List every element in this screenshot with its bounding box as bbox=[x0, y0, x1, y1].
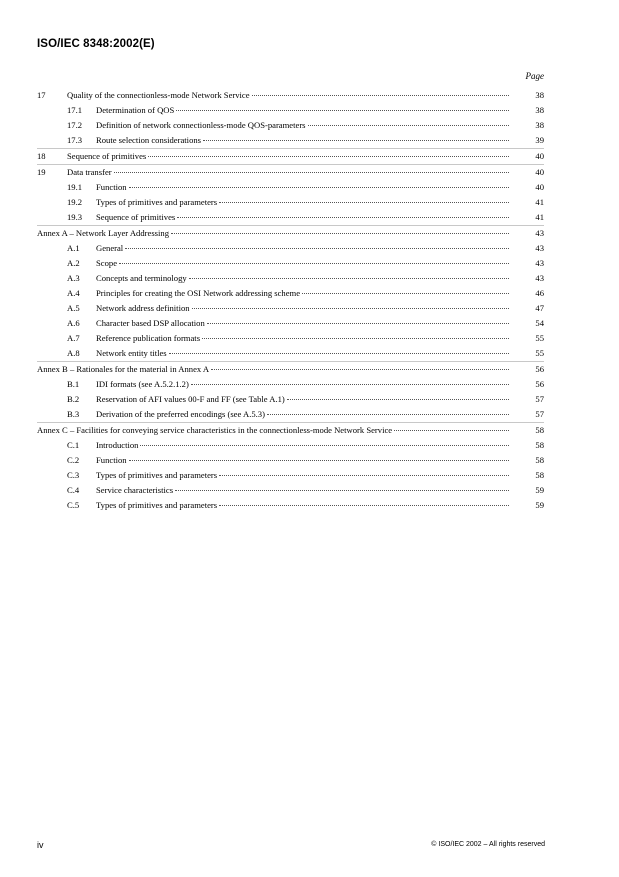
toc-dot-leader bbox=[119, 263, 509, 264]
toc-subentry[interactable] bbox=[37, 316, 544, 331]
toc-entry-title: Types of primitives and parameters bbox=[96, 197, 218, 207]
toc-dot-leader bbox=[219, 505, 509, 506]
toc-entry-title: IDI formats (see A.5.2.1.2) bbox=[96, 379, 189, 389]
toc-subentry[interactable] bbox=[37, 241, 544, 256]
toc-entry-title: Function bbox=[96, 182, 127, 192]
toc-entry-title: Service characteristics bbox=[96, 485, 174, 495]
toc-subentry[interactable] bbox=[37, 331, 544, 346]
toc-entry[interactable] bbox=[37, 88, 544, 103]
toc-entry-title: Sequence of primitives bbox=[67, 151, 147, 161]
toc-dot-leader bbox=[219, 475, 509, 476]
toc-entry-number: 19.3 bbox=[67, 212, 83, 222]
toc-entry-title: General bbox=[96, 243, 124, 253]
toc-entry-title: Annex C – Facilities for conveying service characteristics in the connectionless-mode Network Service bbox=[37, 425, 393, 435]
toc-entry-number: A.2 bbox=[67, 258, 80, 268]
toc-dot-leader bbox=[189, 278, 509, 279]
document-header-title: ISO/IEC 8348:2002(E) bbox=[37, 38, 155, 50]
toc-entry-title: Sequence of primitives bbox=[96, 212, 176, 222]
toc-entry-number: C.2 bbox=[67, 455, 80, 465]
toc-dot-leader bbox=[302, 293, 509, 294]
toc-entry-number: 19 bbox=[37, 167, 46, 177]
toc-dot-leader bbox=[114, 172, 509, 173]
toc-entry-title: Reference publication formats bbox=[96, 333, 201, 343]
toc-entry-page-number: 57 bbox=[535, 394, 544, 404]
toc-subentry[interactable] bbox=[37, 346, 544, 361]
toc-entry[interactable] bbox=[37, 423, 544, 438]
toc-subentry[interactable] bbox=[37, 438, 544, 453]
toc-subentry[interactable] bbox=[37, 271, 544, 286]
toc-entry-page-number: 38 bbox=[535, 120, 544, 130]
toc-entry-page-number: 58 bbox=[535, 470, 544, 480]
toc-entry-number: 17.1 bbox=[67, 105, 83, 115]
toc-entry-page-number: 55 bbox=[535, 333, 544, 343]
toc-entry-number: 17.2 bbox=[67, 120, 83, 130]
toc-entry-page-number: 43 bbox=[535, 243, 544, 253]
toc-entry-page-number: 38 bbox=[535, 90, 544, 100]
toc-entry-title: Types of primitives and parameters bbox=[96, 470, 218, 480]
toc-entry-title: Reservation of AFI values 00-F and FF (see Table A.1) bbox=[96, 394, 285, 404]
toc-entry-page-number: 40 bbox=[535, 151, 544, 161]
toc-entry-page-number: 56 bbox=[535, 379, 544, 389]
toc-entry-title: Types of primitives and parameters bbox=[96, 500, 218, 510]
toc-entry-title: Definition of network connectionless-mode QOS-parameters bbox=[96, 120, 306, 130]
toc-dot-leader bbox=[148, 156, 509, 157]
toc-entry-number: A.4 bbox=[67, 288, 80, 298]
toc-entry-page-number: 39 bbox=[535, 135, 544, 145]
toc-dot-leader bbox=[252, 95, 509, 96]
toc-entry-page-number: 58 bbox=[535, 425, 544, 435]
toc-entry-page-number: 41 bbox=[535, 212, 544, 222]
toc-entry-page-number: 54 bbox=[535, 318, 544, 328]
toc-entry-page-number: 40 bbox=[535, 182, 544, 192]
toc-entry[interactable] bbox=[37, 149, 544, 164]
toc-dot-leader bbox=[219, 202, 509, 203]
toc-entry-page-number: 38 bbox=[535, 105, 544, 115]
toc-entry-number: 19.2 bbox=[67, 197, 83, 207]
toc-entry-title: Network entity titles bbox=[96, 348, 167, 358]
toc-dot-leader bbox=[177, 217, 509, 218]
toc-subentry[interactable] bbox=[37, 133, 544, 148]
toc-entry-number: B.1 bbox=[67, 379, 80, 389]
toc-dot-leader bbox=[176, 110, 509, 111]
toc-entry-number: B.3 bbox=[67, 409, 80, 419]
toc-entry-number: A.1 bbox=[67, 243, 80, 253]
toc-entry-page-number: 46 bbox=[535, 288, 544, 298]
toc-entry-title: Determination of QOS bbox=[96, 105, 175, 115]
toc-entry-title: Introduction bbox=[96, 440, 139, 450]
toc-entry-title: Data transfer bbox=[67, 167, 112, 177]
toc-subentry[interactable] bbox=[37, 210, 544, 225]
toc-subentry[interactable] bbox=[37, 498, 544, 513]
toc-dot-leader bbox=[191, 384, 509, 385]
toc-entry-page-number: 59 bbox=[535, 500, 544, 510]
toc-entry[interactable] bbox=[37, 226, 544, 241]
toc-dot-leader bbox=[202, 338, 509, 339]
toc-entry-title: Character based DSP allocation bbox=[96, 318, 205, 328]
toc-entry-page-number: 43 bbox=[535, 258, 544, 268]
toc-entry-title: Principles for creating the OSI Network addressing scheme bbox=[96, 288, 301, 298]
toc-entry-title: Route selection considerations bbox=[96, 135, 202, 145]
toc-entry-number: 17.3 bbox=[67, 135, 83, 145]
toc-entry-page-number: 40 bbox=[535, 167, 544, 177]
toc-entry-number: A.6 bbox=[67, 318, 80, 328]
toc-entry[interactable] bbox=[37, 362, 544, 377]
toc-entry-page-number: 43 bbox=[535, 273, 544, 283]
toc-dot-leader bbox=[308, 125, 509, 126]
toc-dot-leader bbox=[129, 460, 509, 461]
toc-subentry[interactable] bbox=[37, 392, 544, 407]
toc-entry-title: Derivation of the preferred encodings (see A.5.3) bbox=[96, 409, 265, 419]
toc-dot-leader bbox=[140, 445, 509, 446]
toc-subentry[interactable] bbox=[37, 468, 544, 483]
toc-dot-leader bbox=[394, 430, 509, 431]
toc-dot-leader bbox=[169, 353, 509, 354]
toc-dot-leader bbox=[287, 399, 509, 400]
toc-entry-page-number: 55 bbox=[535, 348, 544, 358]
toc-entry-page-number: 41 bbox=[535, 197, 544, 207]
toc-entry-number: C.5 bbox=[67, 500, 80, 510]
toc-entry-number: C.4 bbox=[67, 485, 80, 495]
toc-entry-number: C.1 bbox=[67, 440, 80, 450]
toc-entry-page-number: 47 bbox=[535, 303, 544, 313]
toc-entry-title: Scope bbox=[96, 258, 118, 268]
toc-entry-page-number: 57 bbox=[535, 409, 544, 419]
toc-subentry[interactable] bbox=[37, 453, 544, 468]
toc-entry-number: A.7 bbox=[67, 333, 80, 343]
toc-entry-number: C.3 bbox=[67, 470, 80, 480]
toc-dot-leader bbox=[125, 248, 509, 249]
toc-dot-leader bbox=[203, 140, 509, 141]
toc-entry-page-number: 58 bbox=[535, 455, 544, 465]
toc-dot-leader bbox=[175, 490, 509, 491]
toc-entry-title: Annex A – Network Layer Addressing bbox=[37, 228, 169, 238]
toc-subentry[interactable] bbox=[37, 483, 544, 498]
toc-dot-leader bbox=[211, 369, 509, 370]
toc-page-column-label: Page bbox=[525, 71, 544, 81]
toc-entry-page-number: 58 bbox=[535, 440, 544, 450]
toc-dot-leader bbox=[171, 233, 509, 234]
toc-entry-title: Annex B – Rationales for the material in Annex A bbox=[37, 364, 210, 374]
toc-entry-number: A.8 bbox=[67, 348, 80, 358]
toc-entry-number: A.5 bbox=[67, 303, 80, 313]
toc-subentry[interactable] bbox=[37, 407, 544, 422]
toc-entry-title: Function bbox=[96, 455, 127, 465]
toc-subentry[interactable] bbox=[37, 256, 544, 271]
toc-entry-page-number: 43 bbox=[535, 228, 544, 238]
toc-entry-title: Concepts and terminology bbox=[96, 273, 187, 283]
toc-dot-leader bbox=[192, 308, 509, 309]
toc-entry-number: A.3 bbox=[67, 273, 80, 283]
toc-entry-page-number: 59 bbox=[535, 485, 544, 495]
footer-copyright: © ISO/IEC 2002 – All rights reserved bbox=[431, 841, 545, 848]
toc-dot-leader bbox=[267, 414, 509, 415]
footer-page-number: iv bbox=[37, 840, 44, 850]
toc-subentry[interactable] bbox=[37, 180, 544, 195]
toc-entry[interactable] bbox=[37, 165, 544, 180]
toc-entry-number: 19.1 bbox=[67, 182, 83, 192]
toc-entry-title: Network address definition bbox=[96, 303, 190, 313]
toc-entry-number: B.2 bbox=[67, 394, 80, 404]
toc-subentry[interactable] bbox=[37, 286, 544, 301]
toc-dot-leader bbox=[129, 187, 509, 188]
table-of-contents bbox=[37, 88, 544, 513]
toc-subentry[interactable] bbox=[37, 301, 544, 316]
toc-entry-page-number: 56 bbox=[535, 364, 544, 374]
toc-entry-number: 17 bbox=[37, 90, 46, 100]
toc-dot-leader bbox=[207, 323, 509, 324]
toc-subentry[interactable] bbox=[37, 103, 544, 118]
toc-entry-number: 18 bbox=[37, 151, 46, 161]
toc-subentry[interactable] bbox=[37, 118, 544, 133]
toc-entry-title: Quality of the connectionless-mode Network Service bbox=[67, 90, 250, 100]
toc-subentry[interactable] bbox=[37, 195, 544, 210]
toc-subentry[interactable] bbox=[37, 377, 544, 392]
